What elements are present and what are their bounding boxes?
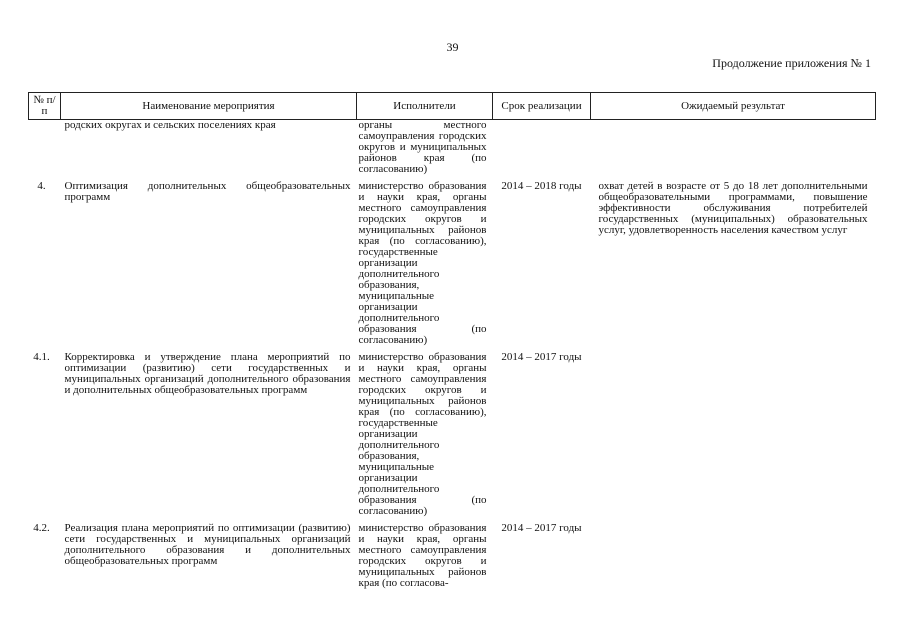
row-period: 2014 – 2018 годы — [501, 180, 582, 192]
measures-table — [28, 92, 876, 589]
row-name: Оптимизация дополнительных общеобразовательных программ — [64, 180, 351, 203]
header-num: № п/п — [29, 93, 61, 120]
row-period: 2014 – 2017 годы — [501, 351, 582, 363]
header-name: Наименование мероприятия — [61, 93, 357, 120]
row-executors: министерство образования и науки края, органы местного самоуправления городских округов и муниципальных районов края (по согласова- — [358, 522, 487, 589]
row-executors: министерство образования и науки края, органы местного самоуправления городских округов и муниципальных районов края (по согласованию), государственные организации дополнительного образования, муниципальные организации дополнительного образования (по согласованию) — [358, 351, 487, 517]
table-row — [29, 523, 876, 589]
row-result — [591, 352, 876, 517]
row-num: 4.2. — [33, 522, 50, 534]
header-period: Срок реализации — [493, 93, 591, 120]
table-row — [29, 352, 876, 517]
appendix-note: Продолжение приложения № 1 — [712, 56, 871, 70]
row-executors: министерство образования и науки края, органы местного самоуправления городских округов и муниципальных районов края (по согласованию), государственные организации дополнительного образования, муниципальные организации дополнительного образования (по согласованию) — [358, 180, 487, 346]
row-result — [591, 523, 876, 589]
row-name: Реализация плана мероприятий по оптимизации (развитию) сети государственных и муниципальных организаций дополнительного образования и дополнительных общеобразовательных программ — [64, 522, 351, 567]
table-row — [29, 181, 876, 346]
row-executors: органы местного самоуправления городских округов и муниципальных районов края (по согласованию) — [358, 119, 487, 175]
row-result: охват детей в возрасте от 5 до 18 лет дополнительными общеобразовательными программами, повышение эффективности обслуживания потребителей государственных (муниципальных) образовательных услуг, удовлетворенность населения качеством услуг — [598, 180, 868, 236]
table-row — [29, 120, 876, 176]
row-num — [29, 120, 61, 176]
row-period: 2014 – 2017 годы — [501, 522, 582, 534]
header-executors: Исполнители — [357, 93, 493, 120]
row-result — [591, 120, 876, 176]
row-name: Корректировка и утверждение плана мероприятий по оптимизации (развитию) сети государственных и муниципальных организаций дополнительного образования и дополнительных общеобразовательных программ — [64, 351, 351, 396]
row-num: 4. — [37, 180, 46, 192]
measures-table-container — [28, 92, 875, 589]
page-number: 39 — [446, 40, 459, 54]
row-name: родских округах и сельских поселениях края — [64, 119, 276, 131]
header-result: Ожидаемый результат — [591, 93, 876, 120]
row-period — [493, 120, 591, 176]
table-header — [29, 93, 876, 120]
row-num: 4.1. — [33, 351, 50, 363]
